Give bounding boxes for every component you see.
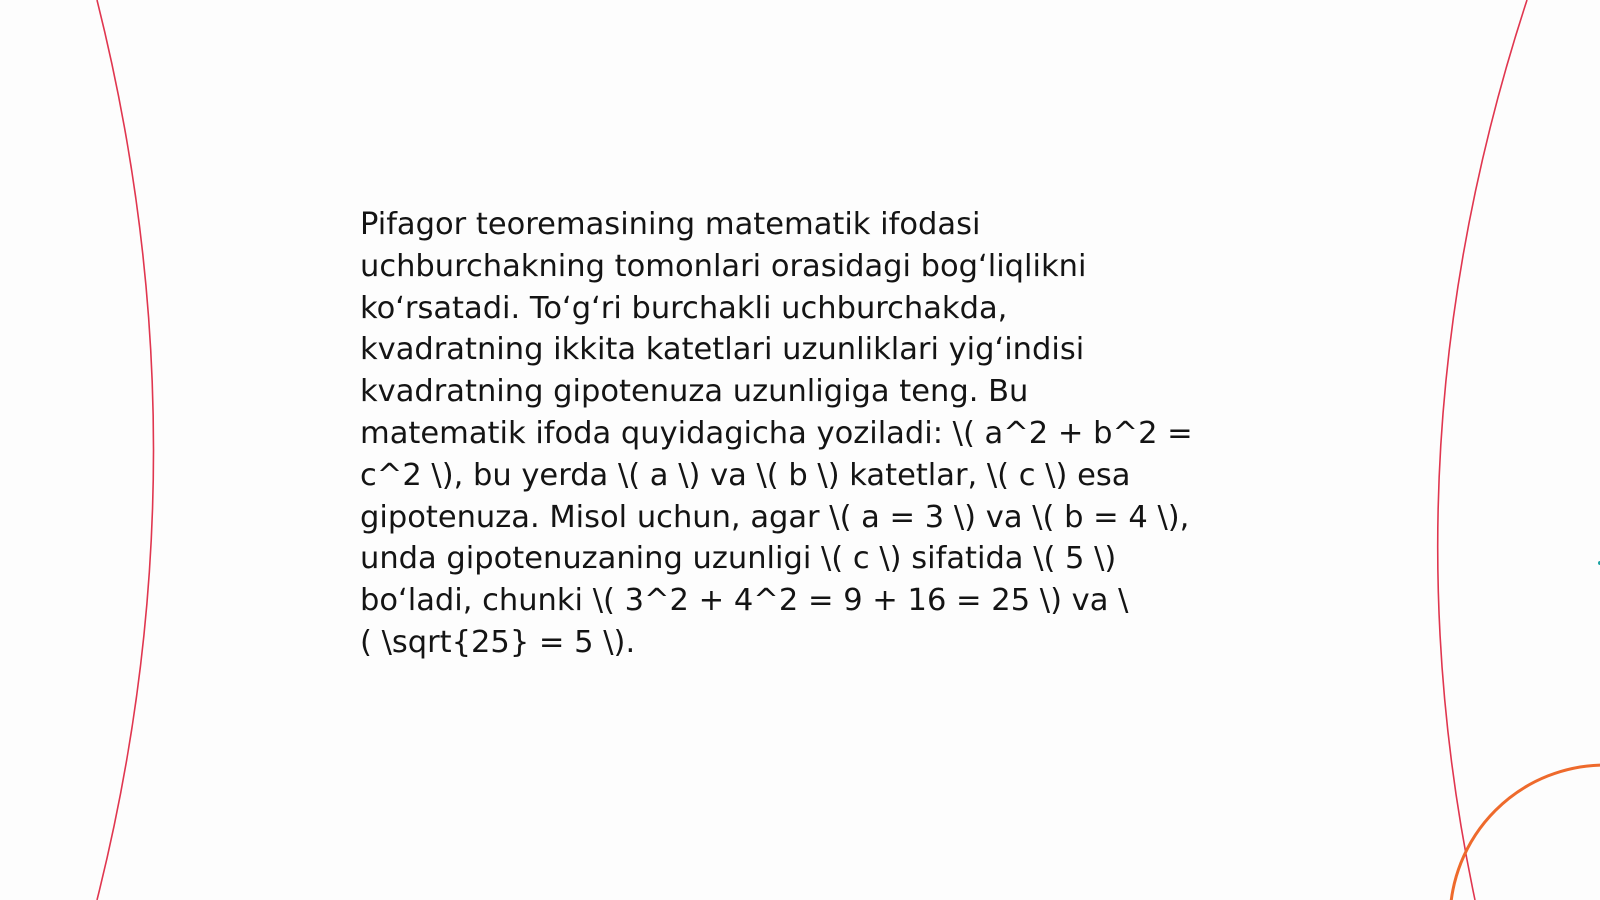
- left-curve-line: [97, 0, 154, 900]
- orange-circle-outline: [1450, 765, 1600, 900]
- slide-body-text: Pifagor teoremasining matematik ifodasi uchburchakning tomonlari orasidagi bog‘liqlikni ko‘rsatadi. To‘g‘ri burchakli uchburchakda, kvadratning ikkita katetlari uzunliklari yig‘indisi kvadratning gipotenuza uzunligiga teng. Bu matematik ifoda quyidagicha yoziladi: \( a^2 + b^2 = c^2 \), bu yerda \( a \) va \( b \) katetlar, \( c \) esa gipotenuza. Misol uchun, agar \( a = 3 \) va \( b = 4 \), unda gipotenuzaning uzunligi \( c \) sifatida \( 5 \) bo‘ladi, chunki \( 3^2 + 4^2 = 9 + 16 = 25 \) va \ ( \sqrt{25} = 5 \).: [360, 207, 1193, 660]
- right-curve-line: [1438, 0, 1527, 900]
